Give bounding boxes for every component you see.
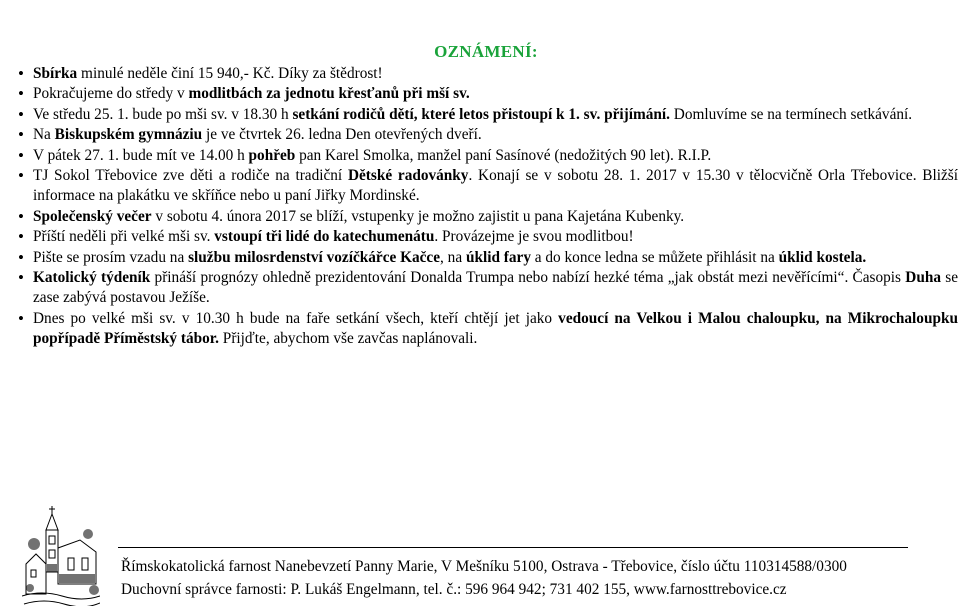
announcement-item [18, 146, 958, 166]
announcement-text: V pátek 27. 1. bude mít ve 14.00 h [33, 146, 249, 164]
announcement-item [18, 125, 958, 145]
announcement-text: Přijďte, abychom vše zavčas naplánovali. [218, 330, 478, 348]
announcement-text: přináší prognózy ohledně prezidentování Donalda Trumpa nebo nabízí hezké téma „jak obstát mezi nevěřícími“. Časopis [150, 269, 906, 287]
announcement-list [18, 64, 958, 350]
announcement-text: . Provázejme je svou modlitbou! [434, 228, 634, 246]
footer-divider [118, 547, 908, 548]
announcement-item [18, 248, 958, 268]
footer-contact-info: Duchovní správce farnosti: P. Lukáš Engelmann, tel. č.: 596 964 942; 731 402 155, www.farnosttrebovice.cz [121, 581, 787, 598]
announcement-item [18, 84, 958, 104]
announcement-text: , na [440, 248, 466, 266]
announcement-text: je ve čtvrtek 26. ledna Den otevřených dveří. [202, 126, 482, 144]
announcement-text: Pokračujeme do středy v [33, 85, 189, 103]
announcement-text: se zase zabývá postavou Ježíše. [33, 269, 958, 307]
announcement-emphasis: Společenský večer [33, 207, 152, 225]
announcement-emphasis: úklid kostela. [778, 248, 867, 266]
announcement-text: Ve středu 25. 1. bude po mši sv. v 18.30 h [33, 105, 293, 123]
footer-parish-info: Římskokatolická farnost Nanebevzetí Panny Marie, V Mešníku 5100, Ostrava - Třebovice, číslo účtu 110314588/0300 [121, 558, 847, 575]
announcement-item [18, 166, 958, 207]
announcement-emphasis: službu milosrdenství vozíčkářce Kačce [188, 248, 441, 266]
page-title: OZNÁMENÍ: [434, 42, 538, 61]
announcement-emphasis: Katolický týdeník [33, 269, 151, 287]
announcement-text: TJ Sokol Třebovice zve děti a rodiče na tradiční [33, 167, 348, 185]
announcement-text: v sobotu 4. února 2017 se blíží, vstupenky je možno zajistit u pana Kajetána Kubenky. [151, 207, 685, 225]
announcement-item [18, 268, 958, 309]
announcement-item [18, 227, 958, 247]
announcement-emphasis: modlitbách za jednotu křesťanů při mší sv. [188, 85, 470, 103]
announcement-emphasis: úklid fary [465, 248, 531, 266]
announcement-text: Dnes po velké mši sv. v 10.30 h bude na faře setkání všech, kteří chtějí jet jako [33, 309, 559, 327]
announcement-item [18, 309, 958, 350]
announcement-item [18, 207, 958, 227]
announcement-emphasis: pohřeb [248, 146, 296, 164]
announcement-text: Na [33, 126, 55, 144]
announcement-emphasis: vedoucí na Velkou i Malou chaloupku, na Mikrochaloupku popřípadě Příměstský tábor. [33, 309, 958, 348]
announcement-text: pan Karel Smolka, manžel paní Sasínové (nedožitých 90 let). R.I.P. [295, 146, 712, 164]
church-drawing-icon [22, 504, 100, 606]
announcement-emphasis: Sbírka [33, 65, 78, 82]
announcement-text: Domluvíme se na termínech setkávání. [669, 105, 913, 123]
announcement-emphasis: setkání rodičů dětí, které letos přistoupí k 1. sv. přijímání. [292, 105, 670, 123]
announcement-item [18, 64, 958, 84]
announcement-text: Příští neděli při velké mši sv. [33, 228, 215, 246]
announcement-emphasis: Biskupském gymnáziu [54, 126, 203, 144]
announcement-text: a do konce ledna se můžete přihlásit na [530, 248, 779, 266]
announcement-emphasis: vstoupí tři lidé do katechumenátu [214, 228, 435, 246]
announcement-emphasis: Duha [905, 269, 941, 287]
announcement-item [18, 105, 958, 125]
announcement-text: minulé neděle činí 15 940,- Kč. Díky za štědrost! [77, 65, 383, 82]
announcement-text: Pište se prosím vzadu na [33, 248, 189, 266]
announcement-emphasis: Dětské radovánky [347, 167, 469, 185]
announcement-text: . Konají se v sobotu 28. 1. 2017 v 15.30 v tělocvičně Orla Třebovice. Bližší informace na plakátku ve skříňce nebo u paní Jiřky Mordinské. [33, 167, 958, 205]
